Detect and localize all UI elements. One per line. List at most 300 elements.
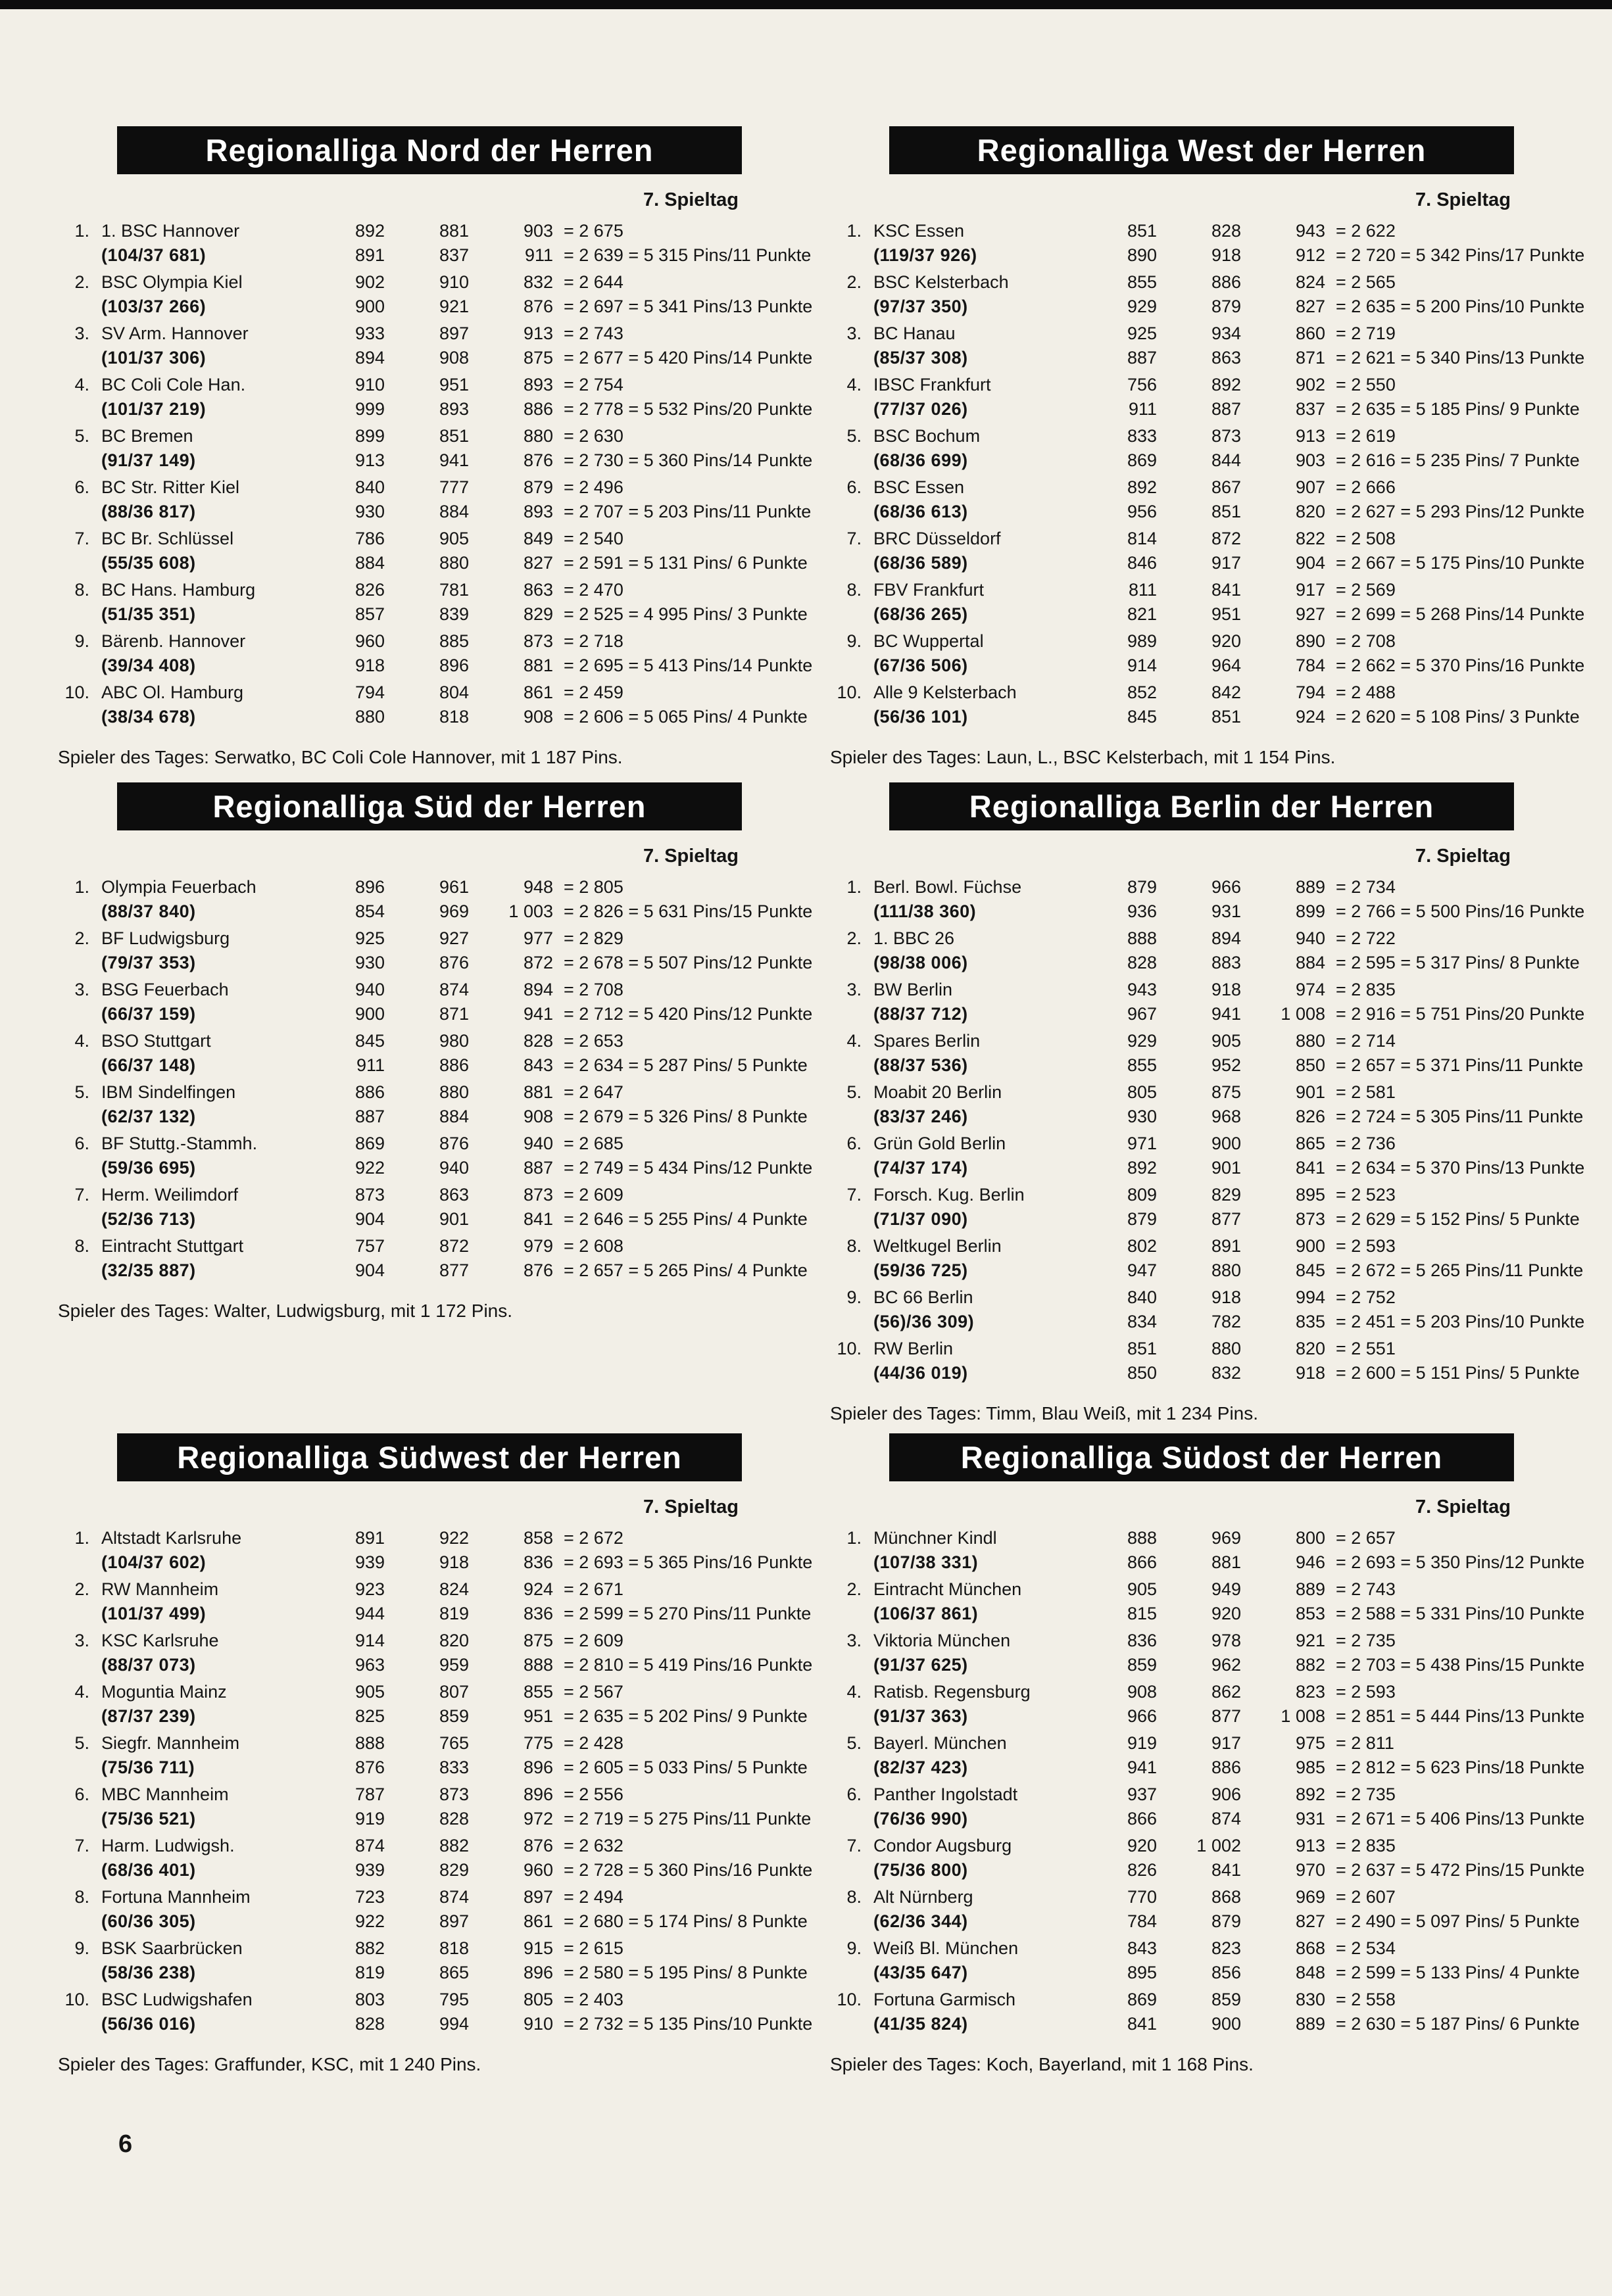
matchday-label: 7. Spieltag	[643, 846, 739, 867]
team-line-results	[830, 373, 1573, 397]
block-total: = 2 403	[564, 1990, 623, 2009]
game-score: 874	[354, 1836, 385, 1855]
game-score: 943	[1295, 221, 1325, 241]
team-name: ABC Ol. Hamburg	[101, 682, 244, 702]
team-name: IBM Sindelfingen	[101, 1082, 236, 1102]
game-score: 855	[523, 1682, 553, 1702]
game-score: 826	[354, 580, 385, 600]
team-average: (104/37 681)	[101, 245, 207, 265]
team-line-results	[830, 1132, 1573, 1156]
game-score: 876	[523, 1836, 553, 1855]
team-row	[58, 1834, 813, 1882]
team-name: BC Wuppertal	[873, 631, 984, 651]
game-score: 757	[354, 1236, 385, 1256]
game-score: 884	[439, 502, 469, 521]
team-name: Weltkugel Berlin	[873, 1236, 1002, 1256]
game-score: 959	[439, 1655, 469, 1675]
team-row	[58, 875, 813, 924]
series-total: = 2 588 = 5 331 Pins/10 Punkte	[1336, 1604, 1585, 1623]
team-rank: 6.	[74, 1784, 89, 1804]
game-score: 999	[354, 399, 385, 419]
team-row	[58, 322, 813, 370]
game-score: 723	[354, 1887, 385, 1907]
game-score: 896	[439, 656, 469, 675]
team-rank: 6.	[846, 1784, 862, 1804]
game-score: 851	[439, 426, 469, 446]
game-score: 895	[1127, 1963, 1157, 1982]
team-line-average	[58, 1053, 808, 1078]
block-total: = 2 632	[564, 1836, 623, 1855]
team-rank: 10.	[64, 1990, 89, 2009]
game-score: 845	[354, 1031, 385, 1051]
game-score: 805	[523, 1990, 553, 2009]
game-score: 887	[1211, 399, 1241, 419]
player-of-the-day: Spieler des Tages: Walter, Ludwigsburg, mit 1 172 Pins.	[58, 1301, 513, 1321]
game-score: 910	[523, 2014, 553, 2034]
team-line-results	[830, 1337, 1573, 1361]
team-row	[830, 475, 1585, 524]
game-score: 868	[1295, 1938, 1325, 1958]
team-row	[58, 1988, 813, 2036]
game-score: 994	[1295, 1287, 1325, 1307]
block-total: = 2 551	[1336, 1339, 1396, 1358]
team-rank: 5.	[74, 426, 89, 446]
series-total: = 2 595 = 5 317 Pins/ 8 Punkte	[1336, 953, 1580, 972]
rank-spacer	[58, 1756, 89, 1780]
game-score: 851	[1127, 221, 1157, 241]
team-average: (56/36 101)	[873, 707, 968, 727]
team-name: BC 66 Berlin	[873, 1287, 973, 1307]
game-score: 941	[1127, 1758, 1157, 1777]
game-score: 897	[439, 1911, 469, 1931]
game-score: 874	[1211, 1809, 1241, 1829]
game-score: 841	[523, 1209, 553, 1229]
rank-spacer	[830, 397, 862, 421]
team-line-average	[830, 1704, 1585, 1729]
game-score: 851	[1211, 707, 1241, 727]
rank-spacer	[830, 951, 862, 975]
team-average: (103/37 266)	[101, 297, 207, 316]
team-rank: 8.	[74, 580, 89, 600]
game-score: 896	[523, 1758, 553, 1777]
series-total: = 2 627 = 5 293 Pins/12 Punkte	[1336, 502, 1585, 521]
team-line-average	[58, 448, 813, 473]
team-line-average	[58, 551, 808, 575]
team-line-average	[830, 602, 1585, 627]
game-score: 897	[523, 1887, 553, 1907]
game-score: 819	[439, 1604, 469, 1623]
team-average: (55/35 608)	[101, 553, 196, 573]
series-total: = 2 749 = 5 434 Pins/12 Punkte	[564, 1158, 813, 1178]
game-score: 880	[1211, 1339, 1241, 1358]
series-total: = 2 680 = 5 174 Pins/ 8 Punkte	[564, 1911, 808, 1931]
team-line-average	[830, 951, 1580, 975]
game-score: 961	[439, 877, 469, 897]
game-score: 897	[439, 323, 469, 343]
series-total: = 2 678 = 5 507 Pins/12 Punkte	[564, 953, 813, 972]
team-average: (75/36 800)	[873, 1860, 968, 1880]
team-average: (101/37 499)	[101, 1604, 207, 1623]
game-score: 827	[1295, 297, 1325, 316]
team-row	[830, 578, 1585, 627]
game-score: 879	[523, 477, 553, 497]
team-line-average	[58, 654, 813, 678]
game-score: 850	[1127, 1363, 1157, 1383]
game-score: 883	[1211, 953, 1241, 972]
team-row	[830, 527, 1585, 575]
game-score: 889	[1295, 2014, 1325, 2034]
game-score: 941	[523, 1004, 553, 1024]
team-average: (91/37 149)	[101, 450, 196, 470]
team-average: (52/36 713)	[101, 1209, 196, 1229]
rank-spacer	[58, 1258, 89, 1283]
series-total: = 2 634 = 5 287 Pins/ 5 Punkte	[564, 1055, 808, 1075]
series-total: = 2 672 = 5 265 Pins/11 Punkte	[1336, 1260, 1584, 1280]
team-average: (59/36 725)	[873, 1260, 968, 1280]
section-header-bar	[117, 782, 742, 830]
block-total: = 2 622	[1336, 221, 1396, 241]
team-row	[830, 1782, 1585, 1831]
game-score: 952	[1211, 1055, 1241, 1075]
game-score: 886	[1211, 1758, 1241, 1777]
game-score: 980	[439, 1031, 469, 1051]
series-total: = 2 621 = 5 340 Pins/13 Punkte	[1336, 348, 1585, 368]
game-score: 855	[1127, 1055, 1157, 1075]
game-score: 886	[439, 1055, 469, 1075]
block-total: = 2 494	[564, 1887, 623, 1907]
game-score: 1 003	[508, 901, 553, 921]
game-score: 869	[1127, 1990, 1157, 2009]
game-score: 850	[1295, 1055, 1325, 1075]
team-rank: 6.	[846, 477, 862, 497]
team-row	[830, 1834, 1585, 1882]
series-total: = 2 629 = 5 152 Pins/ 5 Punkte	[1336, 1209, 1580, 1229]
team-name: Bayerl. München	[873, 1733, 1007, 1753]
team-row	[830, 1234, 1584, 1283]
game-score: 947	[1127, 1260, 1157, 1280]
game-score: 924	[523, 1579, 553, 1599]
matchday-label: 7. Spieltag	[1415, 846, 1511, 867]
team-line-average	[830, 346, 1585, 370]
series-total: = 2 635 = 5 185 Pins/ 9 Punkte	[1336, 399, 1580, 419]
game-score: 872	[1211, 529, 1241, 548]
game-score: 914	[1127, 656, 1157, 675]
team-name: Herm. Weilimdorf	[101, 1185, 239, 1205]
team-line-results	[830, 1988, 1573, 2012]
game-score: 994	[439, 2014, 469, 2034]
team-row	[830, 1183, 1580, 1232]
block-total: = 2 644	[564, 272, 623, 292]
team-line-average	[58, 1961, 808, 1985]
team-row	[58, 1936, 808, 1985]
game-score: 939	[354, 1860, 385, 1880]
game-score: 876	[523, 450, 553, 470]
block-total: = 2 805	[564, 877, 623, 897]
team-rank: 3.	[846, 1631, 862, 1650]
game-score: 800	[1295, 1528, 1325, 1548]
series-total: = 2 605 = 5 033 Pins/ 5 Punkte	[564, 1758, 808, 1777]
standings-table	[58, 219, 813, 729]
team-name: BSC Kelsterbach	[873, 272, 1009, 292]
game-score: 886	[354, 1082, 385, 1102]
game-score: 815	[1127, 1604, 1157, 1623]
team-line-average	[830, 1807, 1585, 1831]
game-score: 871	[1295, 348, 1325, 368]
team-average: (66/37 159)	[101, 1004, 196, 1024]
game-score: 828	[523, 1031, 553, 1051]
game-score: 869	[1127, 450, 1157, 470]
game-score: 929	[1127, 1031, 1157, 1051]
block-total: = 2 718	[564, 631, 623, 651]
game-score: 836	[523, 1552, 553, 1572]
team-row	[830, 322, 1585, 370]
game-score: 891	[354, 245, 385, 265]
team-line-average	[830, 551, 1585, 575]
game-score: 782	[1211, 1312, 1241, 1331]
block-total: = 2 496	[564, 477, 623, 497]
section-title: Regionalliga West der Herren	[977, 133, 1427, 168]
team-line-average	[830, 1909, 1580, 1934]
team-row	[58, 578, 808, 627]
game-score: 869	[354, 1134, 385, 1153]
game-score: 941	[1211, 1004, 1241, 1024]
block-total: = 2 581	[1336, 1082, 1396, 1102]
series-total: = 2 657 = 5 371 Pins/11 Punkte	[1336, 1055, 1584, 1075]
team-line-results	[58, 1731, 801, 1756]
series-total: = 2 810 = 5 419 Pins/16 Punkte	[564, 1655, 813, 1675]
game-score: 899	[354, 426, 385, 446]
game-score: 873	[1295, 1209, 1325, 1229]
game-score: 805	[1127, 1082, 1157, 1102]
team-average: (62/37 132)	[101, 1107, 196, 1126]
team-name: RW Mannheim	[101, 1579, 219, 1599]
block-total: = 2 567	[564, 1682, 623, 1702]
game-score: 900	[1211, 2014, 1241, 2034]
block-total: = 2 608	[564, 1236, 623, 1256]
series-total: = 2 697 = 5 341 Pins/13 Punkte	[564, 297, 813, 316]
game-score: 896	[354, 877, 385, 897]
team-line-average	[830, 1361, 1580, 1385]
game-score: 913	[523, 323, 553, 343]
team-row	[58, 1885, 808, 1934]
game-score: 910	[439, 272, 469, 292]
team-line-results	[58, 875, 801, 899]
game-score: 892	[1295, 1784, 1325, 1804]
team-average: (68/36 589)	[873, 553, 968, 573]
team-row	[58, 270, 813, 319]
game-score: 940	[523, 1134, 553, 1153]
section-title: Regionalliga Nord der Herren	[205, 133, 654, 168]
game-score: 820	[1295, 1339, 1325, 1358]
team-line-results	[830, 1080, 1573, 1105]
game-score: 865	[1295, 1134, 1325, 1153]
team-average: (76/36 990)	[873, 1809, 968, 1829]
game-score: 820	[1295, 502, 1325, 521]
team-line-results	[58, 1680, 801, 1704]
player-of-the-day: Spieler des Tages: Timm, Blau Weiß, mit 1 234 Pins.	[830, 1403, 1259, 1423]
section-suedwest	[58, 1433, 813, 2076]
game-score: 927	[439, 928, 469, 948]
series-total: = 2 693 = 5 350 Pins/12 Punkte	[1336, 1552, 1585, 1572]
team-line-average	[830, 1207, 1580, 1232]
team-line-average	[58, 899, 813, 924]
player-of-the-day: Spieler des Tages: Laun, L., BSC Kelsterbach, mit 1 154 Pins.	[830, 747, 1336, 767]
rank-spacer	[830, 1909, 862, 1934]
matchday-label: 7. Spieltag	[1415, 189, 1511, 210]
team-average: (83/37 246)	[873, 1107, 968, 1126]
game-score: 855	[1127, 272, 1157, 292]
team-average: (91/37 363)	[873, 1706, 968, 1726]
game-score: 873	[354, 1185, 385, 1205]
rank-spacer	[58, 1002, 89, 1026]
series-total: = 2 719 = 5 275 Pins/11 Punkte	[564, 1809, 812, 1829]
game-score: 934	[1211, 323, 1241, 343]
game-score: 881	[523, 1082, 553, 1102]
team-average: (74/37 174)	[873, 1158, 968, 1178]
game-score: 803	[354, 1990, 385, 2009]
team-line-average	[830, 1310, 1585, 1334]
team-line-average	[830, 654, 1585, 678]
game-score: 901	[439, 1209, 469, 1229]
team-name: BC Hanau	[873, 323, 956, 343]
game-score: 922	[439, 1528, 469, 1548]
team-rank: 4.	[74, 375, 89, 395]
team-rank: 6.	[846, 1134, 862, 1153]
team-name: Berl. Bowl. Füchse	[873, 877, 1022, 897]
standings-table	[58, 875, 813, 1283]
game-score: 884	[354, 553, 385, 573]
team-average: (104/37 602)	[101, 1552, 207, 1572]
team-line-results	[58, 424, 801, 448]
game-score: 912	[1295, 245, 1325, 265]
game-score: 826	[1127, 1860, 1157, 1880]
block-total: = 2 811	[1336, 1733, 1394, 1753]
game-score: 891	[354, 1528, 385, 1548]
game-score: 841	[1127, 2014, 1157, 2034]
series-total: = 2 606 = 5 065 Pins/ 4 Punkte	[564, 707, 808, 727]
game-score: 936	[1127, 901, 1157, 921]
series-total: = 2 620 = 5 108 Pins/ 3 Punkte	[1336, 707, 1580, 727]
series-total: = 2 490 = 5 097 Pins/ 5 Punkte	[1336, 1911, 1580, 1931]
team-row	[830, 875, 1585, 924]
game-score: 756	[1127, 375, 1157, 395]
team-average: (71/37 090)	[873, 1209, 968, 1229]
game-score: 941	[439, 450, 469, 470]
game-score: 842	[1211, 682, 1241, 702]
game-score: 969	[1295, 1887, 1325, 1907]
game-score: 903	[1295, 450, 1325, 470]
game-score: 885	[439, 631, 469, 651]
block-total: = 2 470	[564, 580, 623, 600]
team-average: (119/37 926)	[873, 245, 977, 265]
team-name: BC Br. Schlüssel	[101, 529, 234, 548]
series-total: = 2 720 = 5 342 Pins/17 Punkte	[1336, 245, 1585, 265]
team-name: Fortuna Garmisch	[873, 1990, 1016, 2009]
team-line-results	[58, 1988, 801, 2012]
team-line-results	[830, 1680, 1573, 1704]
team-line-average	[58, 346, 813, 370]
team-line-results	[830, 1782, 1573, 1807]
team-rank: 3.	[74, 1631, 89, 1650]
rank-spacer	[830, 346, 862, 370]
section-header-bar	[889, 782, 1514, 830]
block-total: = 2 615	[564, 1938, 623, 1958]
player-of-the-day: Spieler des Tages: Koch, Bayerland, mit 1 168 Pins.	[830, 2054, 1254, 2074]
game-score: 833	[439, 1758, 469, 1777]
team-line-results	[58, 1080, 801, 1105]
team-line-average	[830, 295, 1585, 319]
team-name: BSO Stuttgart	[101, 1031, 211, 1051]
game-score: 876	[523, 297, 553, 316]
rank-spacer	[830, 1858, 862, 1882]
game-score: 839	[439, 604, 469, 624]
game-score: 940	[1295, 928, 1325, 948]
game-score: 889	[1295, 1579, 1325, 1599]
series-total: = 2 677 = 5 420 Pins/14 Punkte	[564, 348, 813, 368]
team-line-average	[830, 243, 1585, 268]
game-score: 828	[439, 1809, 469, 1829]
section-berlin	[830, 782, 1585, 1425]
game-score: 832	[523, 272, 553, 292]
game-score: 905	[1127, 1579, 1157, 1599]
team-row	[830, 1132, 1585, 1180]
page-number: 6	[118, 2130, 133, 2158]
team-row	[58, 629, 813, 678]
rank-spacer	[58, 654, 89, 678]
game-score: 859	[439, 1706, 469, 1726]
team-row	[58, 681, 808, 729]
team-row	[830, 424, 1580, 473]
rank-spacer	[830, 1105, 862, 1129]
rank-spacer	[58, 899, 89, 924]
team-row	[830, 1029, 1584, 1078]
game-score: 900	[1211, 1134, 1241, 1153]
game-score: 859	[1211, 1990, 1241, 2009]
game-score: 930	[1127, 1107, 1157, 1126]
game-score: 956	[1127, 502, 1157, 521]
game-score: 830	[1295, 1990, 1325, 2009]
game-score: 836	[523, 1604, 553, 1623]
game-score: 971	[1127, 1134, 1157, 1153]
team-rank: 1.	[74, 877, 89, 897]
team-line-average	[830, 1653, 1585, 1677]
game-score: 832	[1211, 1363, 1241, 1383]
game-score: 972	[523, 1809, 553, 1829]
game-score: 900	[1295, 1236, 1325, 1256]
game-score: 881	[523, 656, 553, 675]
team-line-average	[830, 1550, 1585, 1575]
game-score: 967	[1127, 1004, 1157, 1024]
rank-spacer	[830, 1807, 862, 1831]
team-line-results	[830, 1885, 1573, 1909]
game-score: 894	[1211, 928, 1241, 948]
team-average: (66/37 148)	[101, 1055, 196, 1075]
team-average: (60/36 305)	[101, 1911, 196, 1931]
game-score: 910	[354, 375, 385, 395]
game-score: 880	[439, 553, 469, 573]
game-score: 887	[1127, 348, 1157, 368]
game-score: 809	[1127, 1185, 1157, 1205]
game-score: 872	[523, 953, 553, 972]
block-total: = 2 685	[564, 1134, 623, 1153]
series-total: = 2 732 = 5 135 Pins/10 Punkte	[564, 2014, 813, 2034]
team-line-results	[830, 219, 1573, 243]
series-total: = 2 451 = 5 203 Pins/10 Punkte	[1336, 1312, 1585, 1331]
game-score: 851	[1127, 1339, 1157, 1358]
game-score: 933	[354, 323, 385, 343]
game-score: 937	[1127, 1784, 1157, 1804]
game-score: 860	[1295, 323, 1325, 343]
